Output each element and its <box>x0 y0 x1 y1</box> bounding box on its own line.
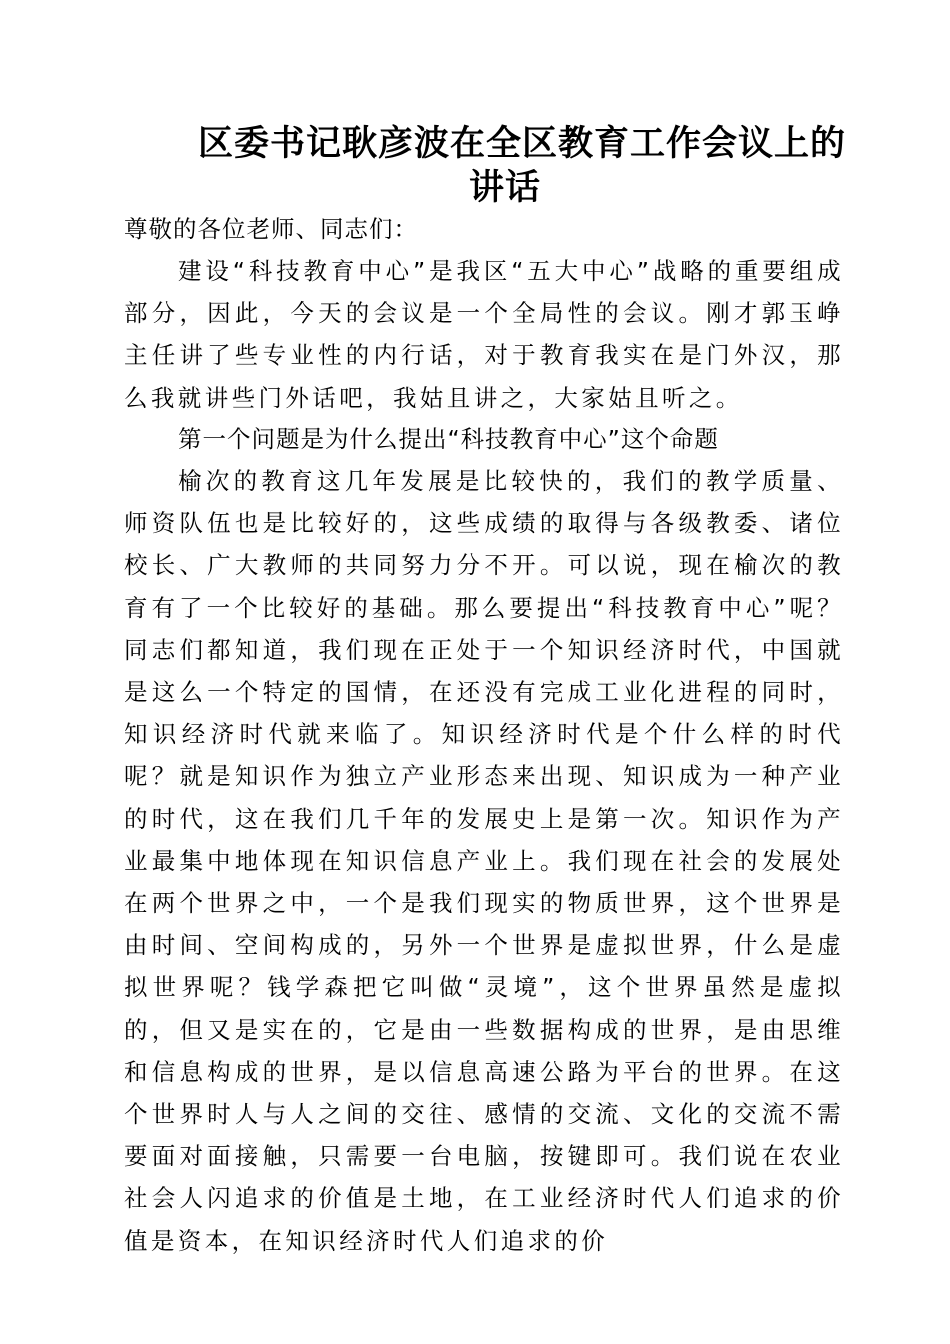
paragraph-intro: 建设“科技教育中心”是我区“五大中心”战略的重要组成部分，因此，今天的会议是一个全局性的会议。刚才郭玉峥主任讲了些专业性的内行话，对于教育我实在是门外汉，那么我就讲些门外话吧，我姑且讲之，大家姑且听之。 <box>124 257 844 412</box>
paragraph-body: 榆次的教育这几年发展是比较快的，我们的教学质量、师资队伍也是比较好的，这些成绩的取得与各级教委、诸位校长、广大教师的共同努力分不开。可以说，现在榆次的教育有了一个比较好的基础。那么要提出“科技教育中心”呢？同志们都知道，我们现在正处于一个知识经济时代，中国就是这么一个特定的国情，在还没有完成工业化进程的同时，知识经济时代就来临了。知识经济时代是个什么样的时代呢？就是知识作为独立产业形态来出现、知识成为一种产业的时代，这在我们几千年的发展史上是第一次。知识作为产业最集中地体现在知识信息产业上。我们现在社会的发展处在两个世界之中，一个是我们现实的物质世界，这个世界是由时间、空间构成的，另外一个世界是虚拟世界，什么是虚拟世界呢？钱学森把它叫做“灵境”，这个世界虽然是虚拟的，但又是实在的，它是由一些数据构成的世界，是由思维和信息构成的世界，是以信息高速公路为平台的世界。在这个世界时人与人之间的交往、感情的交流、文化的交流不需要面对面接触，只需要一台电脑，按键即可。我们说在农业社会人闪追求的价值是土地，在工业经济时代人们追求的价值是资本，在知识经济时代人们追求的价 <box>124 467 844 1255</box>
section-heading: 第一个问题是为什么提出“科技教育中心”这个命题 <box>178 425 719 453</box>
document-title-line-2: 讲话 <box>468 167 541 208</box>
document-title-line-1: 区委书记耿彦波在全区教育工作会议上的 <box>198 123 847 164</box>
salutation: 尊敬的各位老师、同志们： <box>124 215 418 243</box>
